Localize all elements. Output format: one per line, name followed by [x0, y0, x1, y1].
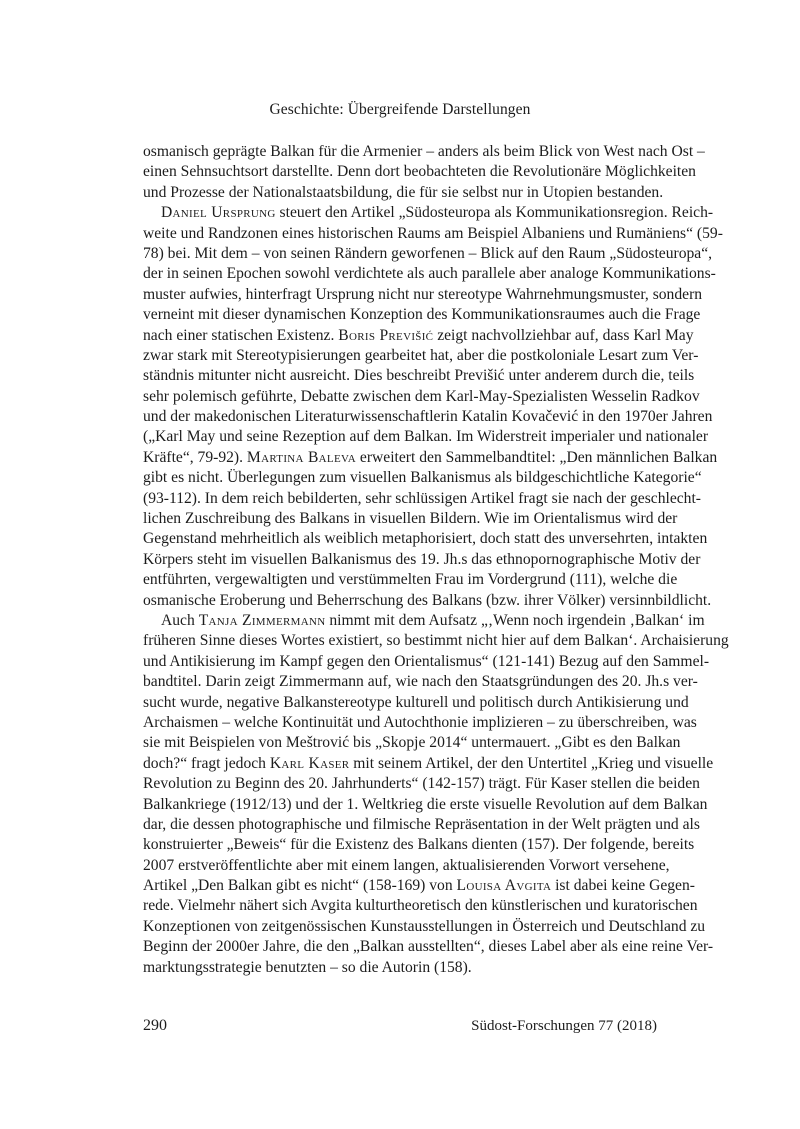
- text-line: [143, 305, 701, 325]
- text-line: [143, 591, 712, 611]
- text-segment: doch?“ fragt jedoch: [143, 754, 270, 772]
- text-segment: früheren Sinne dieses Wortes existiert, so bestimmt nicht hier auf dem Balkan‘. Archaisierung: [143, 632, 729, 650]
- text-line: [143, 468, 702, 488]
- text-line: [143, 489, 702, 509]
- journal-citation: Südost-Forschungen 77 (2018): [471, 1018, 657, 1034]
- text-segment: mit seinem Artikel, der den Untertitel „Krieg und visuelle: [349, 754, 714, 772]
- text-line: [143, 815, 700, 835]
- author-name: Boris Previšić: [338, 326, 434, 344]
- text-line: [143, 631, 729, 651]
- text-segment: Archaismen – welche Kontinuität und Autochthonie implizieren – zu überschreiben, was: [143, 713, 697, 731]
- text-segment: gibt es nicht. Überlegungen zum visuellen Balkanismus als bildgeschichtliche Kategorie“: [143, 469, 702, 487]
- text-segment: („Karl May und seine Rezeption auf dem Balkan. Im Widerstreit imperialer und nationaler: [143, 428, 709, 446]
- text-segment: rede. Vielmehr nähert sich Avgita kulturtheoretisch den künstlerischen und kuratorischen: [143, 897, 698, 915]
- text-line: [143, 142, 705, 162]
- text-line: [143, 203, 714, 223]
- page-number: 290: [143, 1017, 167, 1034]
- text-segment: 78) bei. Mit dem – von seinen Rändern geworfenen – Blick auf den Raum „Südosteuropa“,: [143, 244, 713, 262]
- text-segment: Auch: [161, 611, 199, 629]
- text-segment: sehr polemisch geführte, Debatte zwischen dem Karl-May-Spezialisten Wesselin Radkov: [143, 387, 700, 405]
- text-line: [143, 835, 695, 855]
- text-line: [143, 448, 718, 468]
- text-line: [143, 224, 723, 244]
- text-segment: verneint mit dieser dynamischen Konzeption des Kommunikationsraumes auch die Frage: [143, 306, 701, 324]
- text-segment: entführten, vergewaltigten und verstümmelten Frau im Vordergrund (111), welche die: [143, 571, 678, 589]
- text-line: [143, 876, 695, 896]
- text-segment: und Prozesse der Nationalstaatsbildung, die für sie selbst nur in Utopien bestanden.: [143, 183, 664, 201]
- text-segment: sucht wurde, negative Balkanstereotype kulturell und politisch durch Antikisierung und: [143, 693, 689, 711]
- text-segment: Beginn der 2000er Jahre, die den „Balkan ausstellten“, dieses Label aber als eine reine Ver-: [143, 938, 714, 956]
- text-line: [143, 285, 703, 305]
- text-line: [143, 162, 696, 182]
- text-line: [143, 733, 681, 753]
- text-segment: Revolution zu Beginn des 20. Jahrhunderts“ (142-157) trägt. Für Kaser stellen die beiden: [143, 775, 700, 793]
- text-segment: zwar stark mit Stereotypisierungen gearbeitet hat, aber die postkoloniale Lesart zum Ver-: [143, 346, 699, 364]
- text-segment: Gegenstand mehrheitlich als weiblich metaphorisiert, doch statt des unversehrten, intakten: [143, 530, 708, 548]
- text-line: [143, 917, 706, 937]
- text-line: [143, 326, 694, 346]
- text-segment: osmanische Eroberung und Beherrschung des Balkans (bzw. ihrer Völker) versinnbildlicht.: [143, 591, 712, 609]
- text-line: [143, 427, 709, 447]
- text-line: [143, 795, 708, 815]
- text-segment: zeigt nachvollziehbar auf, dass Karl May: [433, 326, 694, 344]
- text-segment: lichen Zuschreibung des Balkans in visuellen Bildern. Wie im Orientalismus wird der: [143, 510, 678, 528]
- text-line: [143, 672, 698, 692]
- text-segment: konstruierter „Beweis“ für die Existenz des Balkans dienten (157). Der folgende, bereits: [143, 836, 695, 854]
- text-line: [143, 937, 714, 957]
- text-line: [143, 407, 713, 427]
- text-line: [143, 652, 710, 672]
- text-line: [143, 264, 716, 284]
- text-segment: einen Sehnsuchtsort darstellte. Denn dort beobachteten die Revolutionäre Möglichkeiten: [143, 163, 696, 181]
- running-head: Geschichte: Übergreifende Darstellungen: [269, 101, 531, 118]
- text-segment: weite und Randzonen eines historischen Raums am Beispiel Albaniens und Rumäniens“ (59-: [143, 224, 723, 242]
- author-name: Martina Baleva: [246, 448, 357, 466]
- text-segment: und der makedonischen Literaturwissenschaftlerin Katalin Kovačević in den 1970er Jahren: [143, 408, 713, 426]
- text-segment: Balkankriege (1912/13) und der 1. Weltkrieg die erste visuelle Revolution auf dem Balkan: [143, 795, 708, 813]
- text-line: [143, 611, 705, 631]
- body-text: [143, 142, 729, 978]
- text-line: [143, 754, 714, 774]
- text-segment: bandtitel. Darin zeigt Zimmermann auf, wie nach den Staatsgründungen des 20. Jh.s ver-: [143, 673, 698, 691]
- text-segment: osmanisch geprägte Balkan für die Armenier – anders als beim Blick von West nach Ost –: [143, 143, 705, 160]
- text-segment: nimmt mit dem Aufsatz „‚Wenn noch irgendein ‚Balkan‘ im: [325, 611, 705, 629]
- text-segment: (93-112). In dem reich bebilderten, sehr schlüssigen Artikel fragt sie nach der geschlecht-: [143, 489, 702, 507]
- text-segment: dar, die dessen photographische und filmische Repräsentation in der Welt prägten und als: [143, 815, 700, 833]
- paragraph: [143, 142, 705, 203]
- text-segment: Konzeptionen von zeitgenössischen Kunstausstellungen in Österreich und Deutschland zu: [143, 917, 706, 935]
- text-line: [143, 713, 697, 733]
- text-segment: Kräfte“, 79-92).: [143, 448, 247, 466]
- text-line: [143, 366, 695, 386]
- text-segment: Artikel „Den Balkan gibt es nicht“ (158-169) von: [143, 877, 457, 895]
- author-name: Louisa Avgita: [456, 877, 552, 895]
- text-line: [143, 774, 700, 794]
- text-segment: und Antikisierung im Kampf gegen den Orientalismus“ (121-141) Bezug auf den Sammel-: [143, 652, 710, 670]
- text-line: [143, 346, 699, 366]
- text-segment: steuert den Artikel „Südosteuropa als Kommunikationsregion. Reich-: [275, 204, 714, 222]
- text-segment: ständnis mitunter nicht ausreicht. Dies beschreibt Previšić unter anderem durch die, teils: [143, 367, 695, 385]
- text-line: [143, 529, 708, 549]
- text-segment: der in seinen Epochen sowohl verdichtete als auch parallele aber analoge Kommunikations-: [143, 265, 716, 283]
- text-segment: erweitert den Sammelbandtitel: „Den männlichen Balkan: [356, 448, 718, 466]
- text-segment: sie mit Beispielen von Meštrović bis „Skopje 2014“ untermauert. „Gibt es den Balkan: [143, 734, 681, 752]
- text-line: [143, 550, 701, 570]
- text-line: [143, 856, 670, 876]
- text-segment: ist dabei keine Gegen-: [551, 877, 695, 895]
- text-line: [143, 958, 657, 978]
- text-segment: marktungsstrategie benutzten – so die Autorin (158).: [143, 958, 472, 976]
- text-line: [143, 693, 689, 713]
- text-segment: muster aufwies, hinterfragt Ursprung nicht nur stereotype Wahrnehmungsmuster, sondern: [143, 285, 703, 303]
- text-line: [143, 183, 664, 203]
- text-segment: 2007 erstveröffentlichte aber mit einem langen, aktualisierenden Vorwort versehene,: [143, 856, 670, 874]
- text-line: [143, 244, 713, 264]
- text-segment: nach einer statischen Existenz.: [143, 326, 339, 344]
- author-name: Karl Kaser: [269, 754, 350, 772]
- text-line: [143, 387, 700, 407]
- text-line: [143, 509, 678, 529]
- text-line: [143, 570, 678, 590]
- author-name: Tanja Zimmermann: [198, 611, 326, 629]
- paragraph: [143, 611, 729, 978]
- paragraph: [143, 203, 723, 611]
- author-name: Daniel Ursprung: [161, 204, 276, 222]
- text-line: [143, 896, 698, 916]
- text-segment: Körpers steht im visuellen Balkanismus des 19. Jh.s das ethnopornographische Motiv der: [143, 550, 701, 568]
